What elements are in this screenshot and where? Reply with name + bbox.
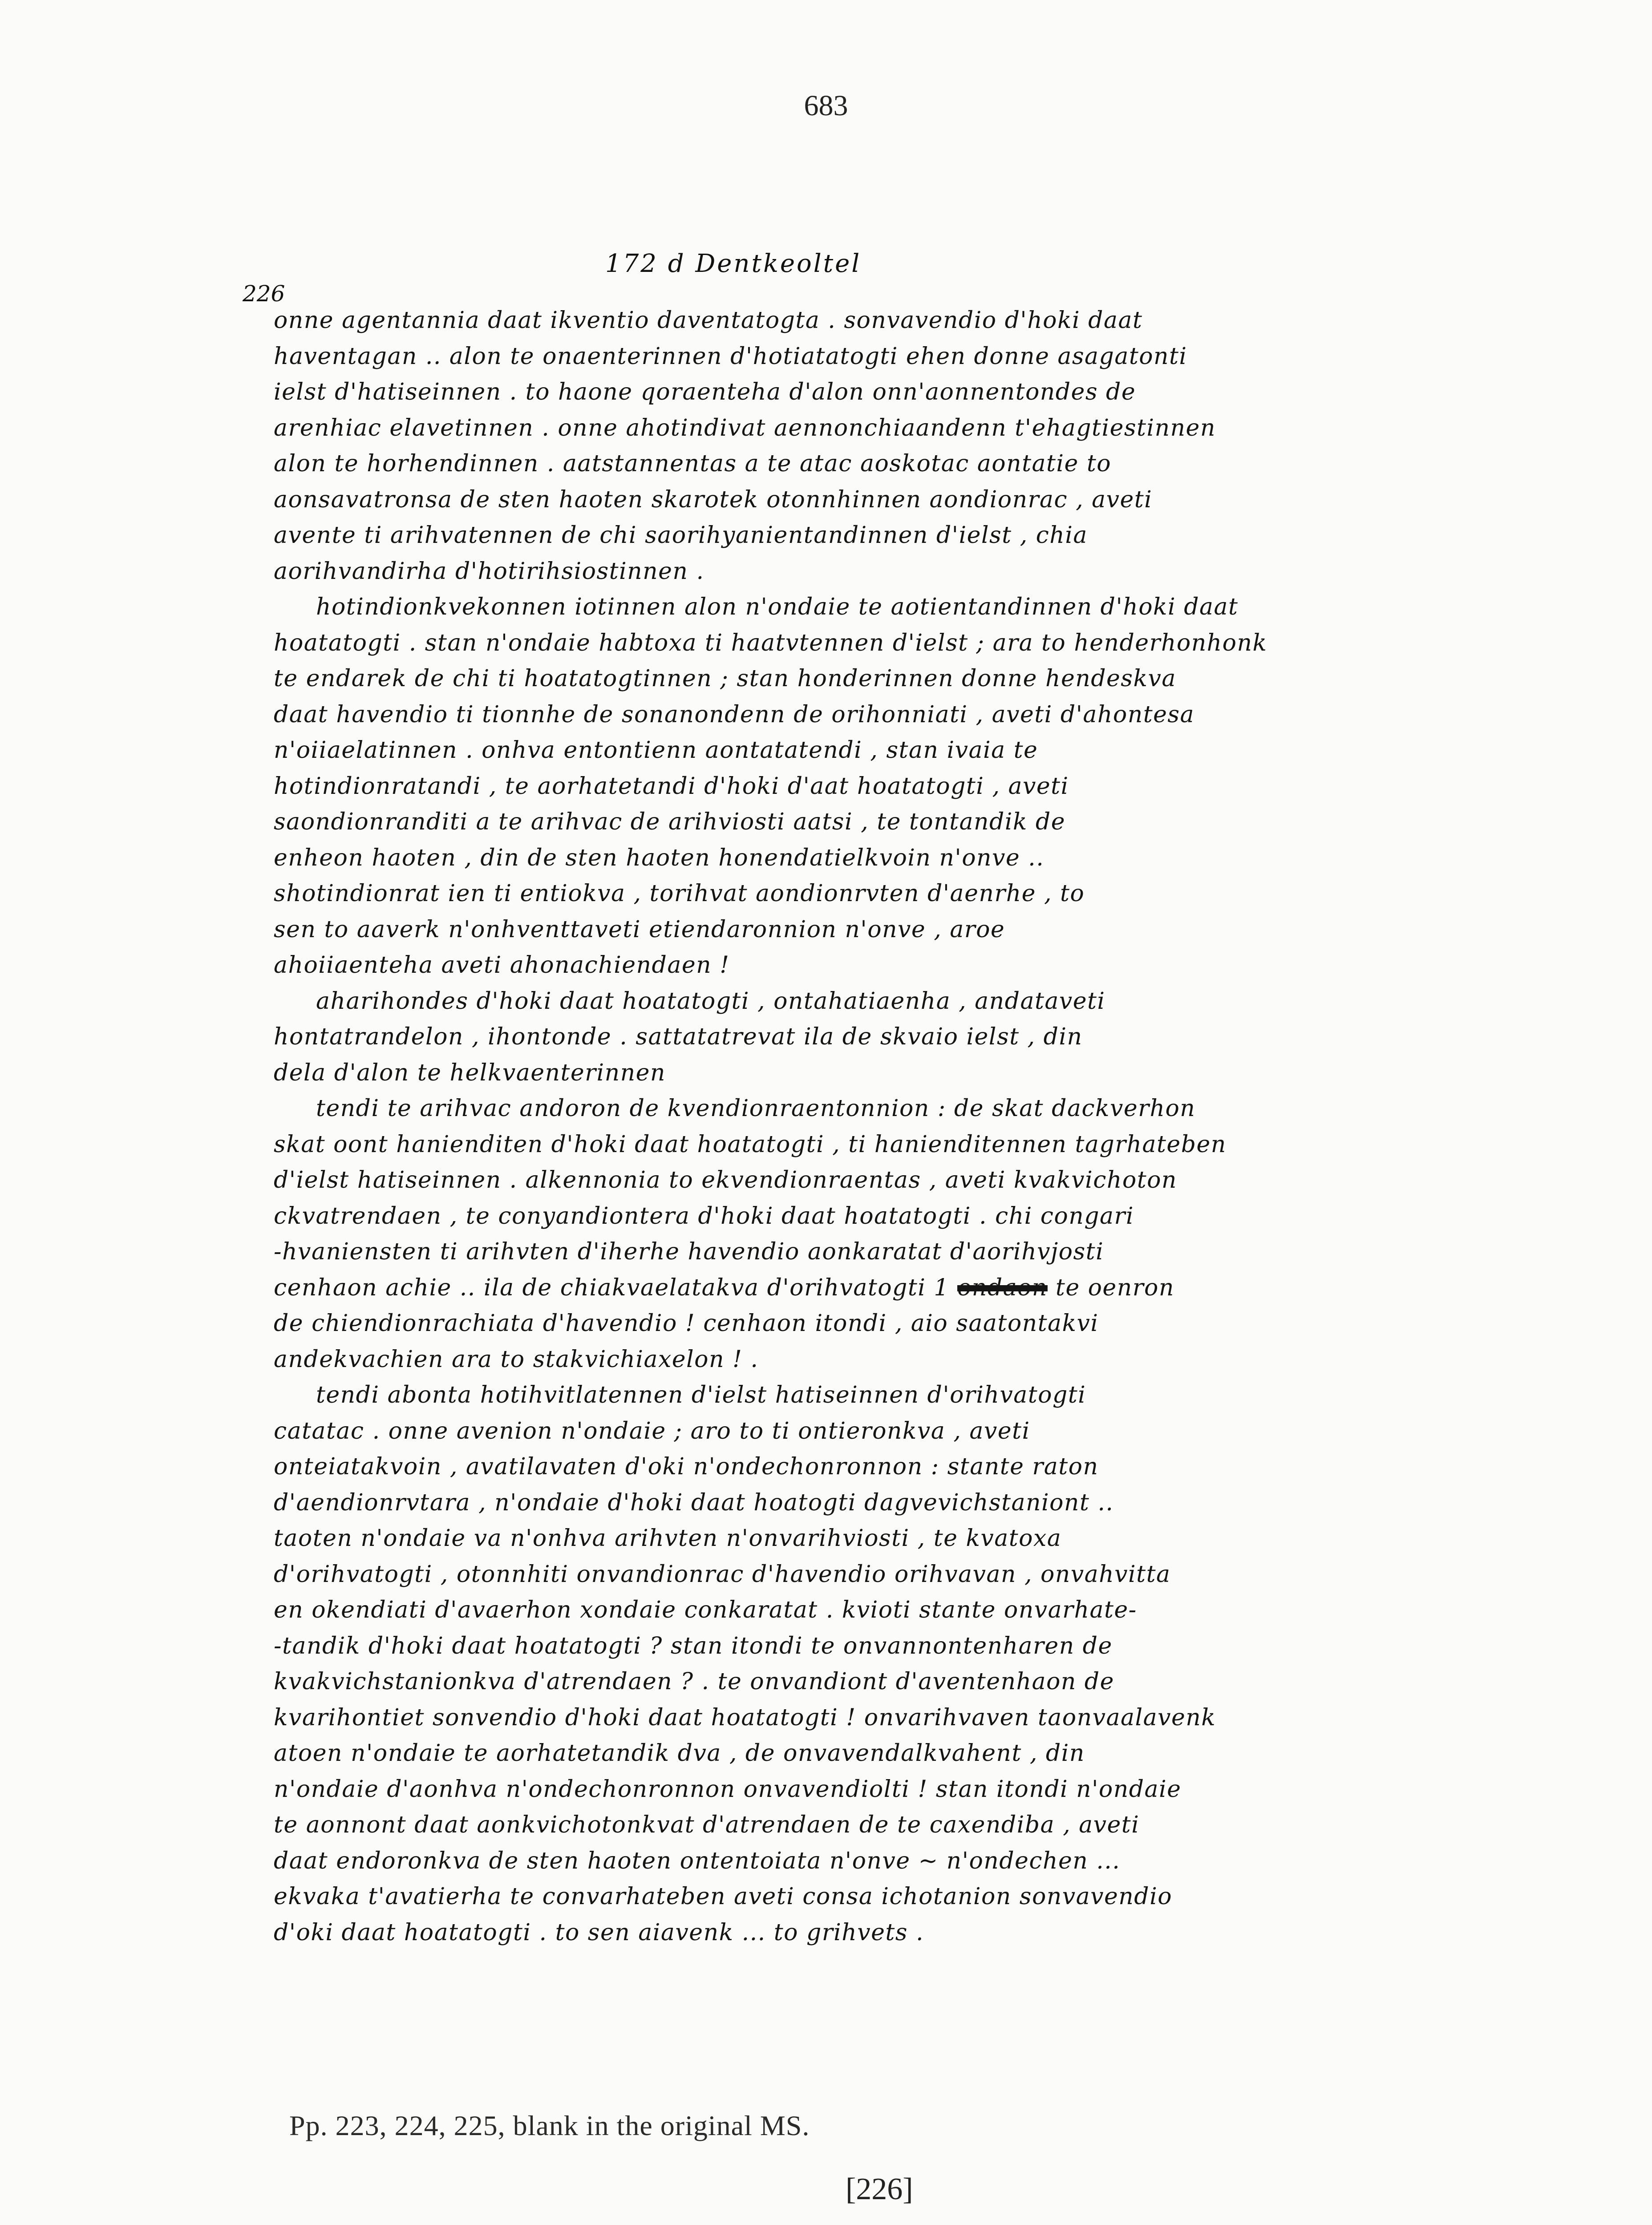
manuscript-line [274,1807,1440,1843]
manuscript-line-text: tendi te arihvac andoron de kvendionraentonnion : de skat dackverhon [316,1095,1196,1122]
manuscript-line [274,303,1440,339]
manuscript-line [274,374,1440,410]
page-number: 683 [804,89,848,122]
manuscript-line [274,589,1440,625]
manuscript-line-text: hontatrandelon , ihontonde . sattatatrevat ila de skvaio ielst , din [274,1024,1083,1050]
manuscript-line [274,1234,1440,1270]
manuscript-line-text: n'ondaie d'aonhva n'ondechonronnon onvavendiolti ! stan itondi n'ondaie [274,1776,1182,1803]
manuscript-line-text: alon te horhendinnen . aatstannentas a te atac aoskotac aontatie to [274,450,1112,477]
manuscript-line-text: kvakvichstanionkva d'atrendaen ? . te onvandiont d'aventenhaon de [274,1668,1114,1695]
manuscript-line [274,1449,1440,1485]
manuscript-line [274,1306,1440,1342]
manuscript-line [274,1521,1440,1557]
manuscript-line [274,1377,1440,1413]
manuscript-line-text: d'orihvatogti , otonnhiti onvandionrac d'havendio orihvavan , onvahvitta [274,1561,1171,1588]
manuscript-heading: 172 d Dentkeoltel [605,249,862,278]
manuscript-line [274,518,1440,554]
manuscript-line-text: d'ielst hatiseinnen . alkennonia to ekvendionraentas , aveti kvakvichoton [274,1167,1177,1193]
manuscript-line [274,1592,1440,1628]
manuscript-line [274,840,1440,876]
manuscript-line [274,1127,1440,1163]
footnote: Pp. 223, 224, 225, blank in the original MS. [289,2110,810,2141]
manuscript-line-text: ekvaka t'avatierha te convarhateben aveti consa ichotanion sonvavendio [274,1883,1173,1910]
manuscript-line-text: te aonnont daat aonkvichotonkvat d'atrendaen de te caxendiba , aveti [274,1812,1140,1838]
manuscript-line [274,1915,1440,1951]
manuscript-line-text: taoten n'ondaie va n'onhva arihvten n'onvarihviosti , te kvatoxa [274,1525,1062,1552]
manuscript-line-text: -hvaniensten ti arihvten d'iherhe havendio aonkaratat d'aorihvjosti [274,1238,1104,1265]
manuscript-line-text: te oenron [1047,1274,1174,1301]
manuscript-line-text: hotindionkvekonnen iotinnen alon n'ondaie te aotientandinnen d'hoki daat [316,594,1239,620]
manuscript-line [274,554,1440,590]
manuscript-line [274,482,1440,518]
manuscript-line-text: aonsavatronsa de sten haoten skarotek otonnhinnen aondionrac , aveti [274,486,1153,513]
manuscript-line [274,1879,1440,1915]
manuscript-line-text: cenhaon achie .. ila de chiakvaelatakva d'orihvatogti 1 [274,1274,957,1301]
manuscript-line-text: ielst d'hatiseinnen . to haone qoraenteha d'alon onn'aonnentondes de [274,379,1136,405]
manuscript-line [274,446,1440,482]
manuscript-line [274,1055,1440,1091]
manuscript-line-text: daat endoronkva de sten haoten ontentoiata n'onve ~ n'ondechen ... [274,1847,1121,1874]
manuscript-line-text: aharihondes d'hoki daat hoatatogti , ontahatiaenha , andataveti [316,987,1105,1015]
manuscript-line [274,697,1440,733]
manuscript-line-text: saondionranditi a te arihvac de arihviosti aatsi , te tontandik de [274,809,1065,835]
manuscript-line-text: ckvatrendaen , te conyandiontera d'hoki daat hoatatogti . chi congari [274,1202,1134,1230]
manuscript-line-text: haventagan .. alon te onaenterinnen d'hotiatatogti ehen donne asagatonti [274,343,1187,370]
manuscript-line [274,1843,1440,1879]
manuscript-line-text: arenhiac elavetinnen . onne ahotindivat aennonchiaandenn t'ehagtiestinnen [274,414,1216,441]
manuscript-line-text: catatac . onne avenion n'ondaie ; aro to ti ontieronkva , aveti [274,1417,1030,1444]
manuscript-line [274,1198,1440,1234]
manuscript-line [274,732,1440,769]
manuscript-line-text: sen to aaverk n'onhventtaveti etiendaronnion n'onve , aroe [274,916,1005,943]
manuscript-line-text: dela d'alon te helkvaenterinnen [274,1059,666,1086]
margin-page-number: 226 [243,281,285,307]
struck-out-word: ondaon [957,1274,1048,1301]
manuscript-line [274,625,1440,661]
manuscript-line-text: d'oki daat hoatatogti . to sen aiavenk ... to grihvets . [274,1919,924,1946]
original-page-number: [226] [846,2172,913,2206]
manuscript-line [274,1342,1440,1378]
manuscript-line [274,1413,1440,1449]
manuscript-line [274,1162,1440,1198]
manuscript-line [274,1664,1440,1700]
manuscript-line [274,769,1440,805]
manuscript-line-text: tendi abonta hotihvitlatennen d'ielst hatiseinnen d'orihvatogti [316,1382,1086,1408]
manuscript-line [274,1772,1440,1808]
manuscript-line [274,1700,1440,1736]
manuscript-line [274,661,1440,697]
manuscript-line [274,983,1440,1019]
manuscript-line [274,1628,1440,1664]
manuscript-line-text: -tandik d'hoki daat hoatatogti ? stan itondi te onvannontenharen de [274,1632,1113,1659]
manuscript-line [274,804,1440,840]
manuscript-line [274,339,1440,375]
manuscript-line-text: en okendiati d'avaerhon xondaie conkaratat . kvioti stante onvarhate- [274,1597,1137,1623]
manuscript-line-text: daat havendio ti tionnhe de sonanondenn de orihonniati , aveti d'ahontesa [274,701,1195,728]
manuscript-line [274,1270,1440,1306]
manuscript-line-text: n'oiiaelatinnen . onhva entontienn aontatatendi , stan ivaia te [274,737,1038,764]
manuscript-line-text: atoen n'ondaie te aorhatetandik dva , de onvavendalkvahent , din [274,1740,1085,1767]
manuscript-line-text: onne agentannia daat ikventio daventatogta . sonvavendio d'hoki daat [274,307,1143,334]
manuscript-line [274,1485,1440,1521]
manuscript-line-text: onteiatakvoin , avatilavaten d'oki n'ondechonronnon : stante raton [274,1453,1099,1480]
manuscript-line-text: andekvachien ara to stakvichiaxelon ! . [274,1346,759,1373]
manuscript-line-text: hoatatogti . stan n'ondaie habtoxa ti haatvtennen d'ielst ; ara to henderhonhonk [274,629,1267,656]
manuscript-line-text: ahoiiaenteha aveti ahonachiendaen ! [274,952,730,979]
manuscript-line-text: aorihvandirha d'hotirihsiostinnen . [274,558,705,585]
manuscript-line-text: kvarihontiet sonvendio d'hoki daat hoatatogti ! onvarihvaven taonvaalavenk [274,1704,1216,1731]
manuscript-line-text: avente ti arihvatennen de chi saorihyanientandinnen d'ielst , chia [274,522,1088,549]
manuscript-line-text: hotindionratandi , te aorhatetandi d'hoki d'aat hoatatogti , aveti [274,773,1069,800]
manuscript-line [274,410,1440,446]
manuscript-line [274,1019,1440,1055]
manuscript-line-text: de chiendionrachiata d'havendio ! cenhaon itondi , aio saatontakvi [274,1310,1099,1337]
manuscript-line [274,876,1440,912]
manuscript-line [274,1557,1440,1593]
manuscript-line [274,947,1440,983]
manuscript-line [274,1091,1440,1127]
manuscript-line-text: enheon haoten , din de sten haoten honendatielkvoin n'onve .. [274,844,1045,871]
manuscript-line-text: d'aendionrvtara , n'ondaie d'hoki daat hoatogti dagvevichstaniont .. [274,1489,1114,1516]
manuscript-line-text: te endarek de chi ti hoatatogtinnen ; stan honderinnen donne hendeskva [274,665,1176,692]
manuscript-line [274,912,1440,948]
manuscript-line-text: skat oont hanienditen d'hoki daat hoatatogti , ti hanienditennen tagrhateben [274,1131,1227,1158]
manuscript-text [274,303,1440,1950]
manuscript-line [274,1736,1440,1772]
manuscript-line-text: shotindionrat ien ti entiokva , torihvat aondionrvten d'aenrhe , to [274,880,1085,907]
